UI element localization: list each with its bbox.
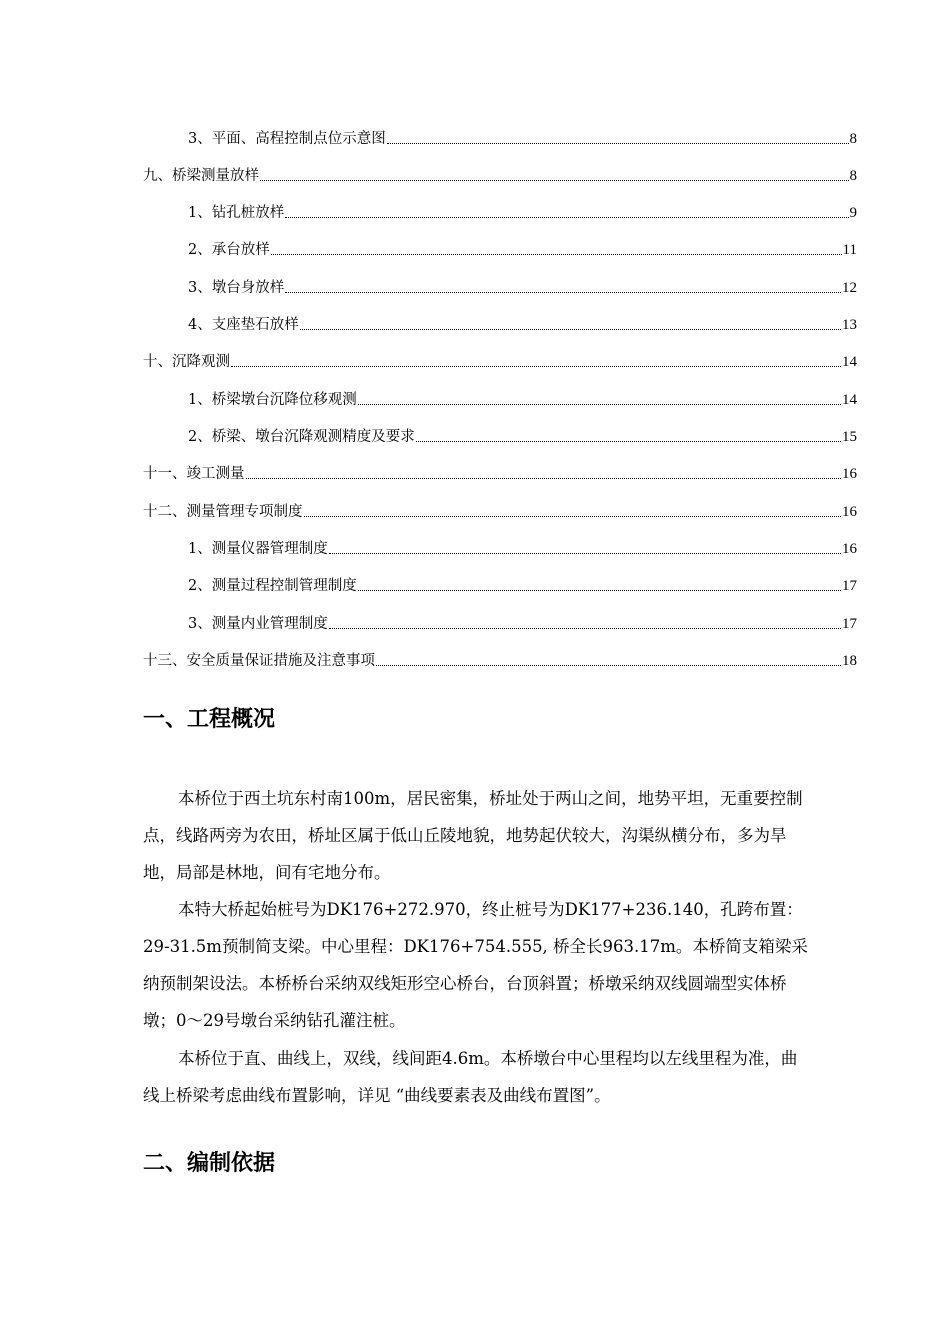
toc-leader-dots xyxy=(304,516,842,517)
toc-entry[interactable] xyxy=(188,387,857,409)
toc-leader-dots xyxy=(285,217,848,218)
overview-paragraph-1: 本桥位于西土坑东村南100m，居民密集，桥址处于两山之间，地势平坦，无重要控制点，线路两旁为农田，桥址区属于低山丘陵地貌，地势起伏较大，沟渠纵横分布，多为旱地，局部是林地，间有宅地分布。 xyxy=(143,789,803,882)
overview-paragraph-3: 本桥位于直、曲线上，双线，线间距4.6m。本桥墩台中心里程均以左线里程为准，曲线上桥梁考虑曲线布置影响，详见 “曲线要素表及曲线布置图”。 xyxy=(143,1049,798,1105)
toc-entry-page: 8 xyxy=(849,168,857,184)
toc-entry-page: 14 xyxy=(842,392,857,408)
toc-leader-dots xyxy=(329,553,841,554)
toc-entry[interactable] xyxy=(188,573,857,595)
toc-entry-label: 3、平面、高程控制点位示意图 xyxy=(188,131,386,147)
toc-leader-dots xyxy=(260,180,849,181)
toc-entry[interactable] xyxy=(143,648,857,670)
toc-entry[interactable] xyxy=(188,126,857,148)
toc-leader-dots xyxy=(231,366,841,367)
overview-paragraph-2: 本特大桥起始桩号为DK176+272.970，终止桩号为DK177+236.140，孔跨布置：29-31.5m预制简支梁。中心里程：DK176+754.555, 桥全长963.17m。本桥简支箱梁采纳预制架设法。本桥桥台采纳双线矩形空心桥台，台顶斜置；桥墩采纳双线圆端型实体桥墩；0～29号墩台采纳钻孔灌注桩。 xyxy=(143,900,808,1030)
toc-entry-label: 3、测量内业管理制度 xyxy=(188,616,328,632)
toc-entry-label: 1、测量仪器管理制度 xyxy=(188,541,328,557)
toc-entry[interactable] xyxy=(188,424,857,446)
toc-leader-dots xyxy=(387,143,849,144)
toc-entry-page: 15 xyxy=(842,429,857,445)
toc-entry-label: 1、钻孔桩放样 xyxy=(188,205,285,221)
section-heading-basis: 二、编制依据 xyxy=(143,1151,276,1176)
toc-entry-page: 18 xyxy=(842,653,857,669)
toc-entry-label: 2、承台放样 xyxy=(188,242,270,258)
toc-entry-page: 16 xyxy=(842,541,857,557)
toc-entry-label: 2、测量过程控制管理制度 xyxy=(188,578,357,594)
toc-entry[interactable] xyxy=(188,200,857,222)
toc-leader-dots xyxy=(271,254,842,255)
toc-leader-dots xyxy=(246,478,842,479)
toc-entry-page: 9 xyxy=(849,205,857,221)
toc-entry-label: 十二、测量管理专项制度 xyxy=(143,504,303,520)
toc-entry[interactable] xyxy=(143,163,857,185)
toc-leader-dots xyxy=(285,292,841,293)
toc-entry-page: 16 xyxy=(842,504,857,520)
toc-entry[interactable] xyxy=(188,312,857,334)
toc-leader-dots xyxy=(358,590,841,591)
toc-leader-dots xyxy=(376,665,841,666)
toc-entry-page: 8 xyxy=(849,131,857,147)
toc-entry-label: 2、桥梁、墩台沉降观测精度及要求 xyxy=(188,429,415,445)
toc-entry[interactable] xyxy=(143,349,857,371)
toc-entry-label: 1、桥梁墩台沉降位移观测 xyxy=(188,392,357,408)
toc-entry-label: 3、墩台身放样 xyxy=(188,280,285,296)
toc-leader-dots xyxy=(358,404,841,405)
toc-entry-label: 十一、竣工测量 xyxy=(143,466,245,482)
toc-entry[interactable] xyxy=(188,275,857,297)
toc-entry-page: 13 xyxy=(842,317,857,333)
toc-entry-page: 17 xyxy=(842,616,857,632)
toc-entry-label: 十、沉降观测 xyxy=(143,354,230,370)
toc-entry-label: 九、桥梁测量放样 xyxy=(143,168,259,184)
toc-leader-dots xyxy=(300,329,841,330)
toc-entry-page: 11 xyxy=(842,242,857,258)
toc-leader-dots xyxy=(329,628,841,629)
toc-entry[interactable] xyxy=(143,461,857,483)
toc-entry[interactable] xyxy=(143,499,857,521)
toc-entry-label: 4、支座垫石放样 xyxy=(188,317,299,333)
toc-entry-label: 十三、安全质量保证措施及注意事项 xyxy=(143,653,375,669)
toc-leader-dots xyxy=(416,441,841,442)
toc-entry[interactable] xyxy=(188,536,857,558)
toc-entry-page: 16 xyxy=(842,466,857,482)
toc-entry-page: 17 xyxy=(842,578,857,594)
toc-entry-page: 12 xyxy=(842,280,857,296)
section-heading-overview: 一、工程概况 xyxy=(143,707,276,732)
toc-entry[interactable] xyxy=(188,237,857,259)
toc-entry-page: 14 xyxy=(842,354,857,370)
toc-entry[interactable] xyxy=(188,611,857,633)
